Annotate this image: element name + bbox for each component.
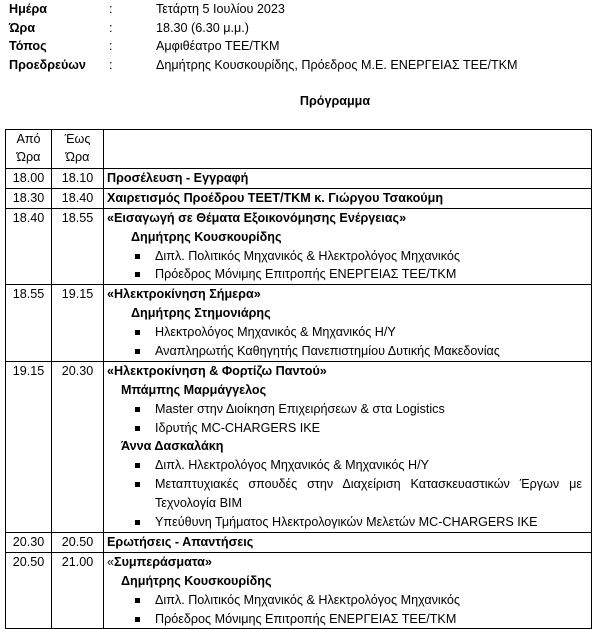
info-row-time <box>9 19 584 38</box>
event-info <box>9 0 584 74</box>
time-text: 18.30 <box>12 190 45 205</box>
speaker-credential: Υπεύθυνη Τμήματος Ηλεκτρολογικών Μελετών MC-CHARGERS IKE <box>107 513 588 532</box>
quote-open: « <box>107 554 115 569</box>
cell-to <box>52 361 104 532</box>
session-title <box>107 553 588 572</box>
cell-topic <box>104 361 592 532</box>
header-text: Από <box>16 132 41 146</box>
info-value: Τετάρτη 5 Ιουλίου 2023 <box>156 2 285 17</box>
speaker-name: Δημήτρης Στημονιάρης <box>131 306 271 321</box>
info-value: 18.30 (6.30 μ.μ.) <box>156 20 249 35</box>
info-colon: : <box>109 2 113 17</box>
table-row <box>6 532 592 552</box>
time-text: 18.40 <box>12 210 45 225</box>
time-text: 20.50 <box>12 554 45 569</box>
program-title: Πρόγραμμα <box>299 94 371 108</box>
cell-from <box>6 188 52 208</box>
info-row-day <box>9 0 584 19</box>
time-text: 19.15 <box>12 363 45 378</box>
table-row <box>6 552 592 629</box>
cell-from <box>6 361 52 532</box>
cell-topic <box>104 188 592 208</box>
info-label: Τόπος <box>9 39 47 54</box>
info-colon: : <box>109 39 113 54</box>
session-title: Ερωτήσεις - Απαντήσεις <box>107 534 254 549</box>
header-topic <box>104 130 592 169</box>
cell-to <box>52 285 104 362</box>
time-text: 18.10 <box>61 171 94 185</box>
header-from <box>6 130 52 169</box>
cell-from <box>6 285 52 362</box>
cell-topic <box>104 285 592 362</box>
cell-to <box>52 169 104 189</box>
time-text: 18.55 <box>61 210 94 225</box>
cell-to <box>52 552 104 629</box>
speaker-credential: Πρόεδρος Μόνιμης Επιτροπής ΕΝΕΡΓΕΙΑΣ ΤΕΕ/ΤΚΜ <box>107 610 588 629</box>
cell-topic <box>104 169 592 189</box>
session-title: «Ηλεκτροκίνηση & Φορτίζω Παντού» <box>107 363 327 378</box>
cell-topic <box>104 532 592 552</box>
header-text: Έως <box>64 132 91 146</box>
session-title: «Εισαγωγή σε Θέματα Εξοικονόμησης Ενέργειας» <box>107 210 407 225</box>
cell-to <box>52 208 104 285</box>
speaker-name: Άννα Δασκαλάκη <box>121 439 224 454</box>
table-row <box>6 285 592 362</box>
table-row <box>6 361 592 532</box>
info-row-chair <box>9 56 584 75</box>
cell-topic <box>104 552 592 629</box>
cell-topic <box>104 208 592 285</box>
speaker-name: Μπάμπης Μαρμάγγελος <box>121 382 267 397</box>
speaker-credential: Ιδρυτής MC-CHARGERS IKE <box>107 419 588 438</box>
time-text: 20.50 <box>61 534 94 549</box>
table-row <box>6 169 592 189</box>
time-text: 20.30 <box>12 534 45 549</box>
quote-close: » <box>204 554 212 569</box>
info-row-place <box>9 37 584 56</box>
speaker-name: Δημήτρης Κουσκουρίδης <box>121 573 272 588</box>
time-text: 18.55 <box>12 287 45 302</box>
speaker-credential: Διπλ. Πολιτικός Μηχανικός & Ηλεκτρολόγος Μηχανικός <box>107 591 588 610</box>
header-to <box>52 130 104 169</box>
session-title: Χαιρετισμός Προέδρου ΤΕΕΤ/ΤΚΜ κ. Γιώργου Τσακούμη <box>107 190 444 205</box>
speaker-credential: Διπλ. Ηλεκτρολόγος Μηχανικός & Μηχανικός Η/Υ <box>107 456 588 475</box>
table-row <box>6 188 592 208</box>
cell-to <box>52 532 104 552</box>
time-text: 21.00 <box>61 554 94 569</box>
time-text: 20.30 <box>61 363 94 378</box>
info-value: Δημήτρης Κουσκουρίδης, Πρόεδρος Μ.Ε. ΕΝΕΡΓΕΙΑΣ ΤΕΕ/ΤΚΜ <box>156 57 518 72</box>
program-table <box>5 129 592 629</box>
speaker-credential: Ηλεκτρολόγος Μηχανικός & Μηχανικός Η/Υ <box>107 323 588 342</box>
time-text: 18.00 <box>12 171 45 185</box>
session-title-main: Συμπεράσματα <box>114 554 205 569</box>
header-text: Ώρα <box>65 150 90 164</box>
info-label: Ημέρα <box>9 2 48 17</box>
info-colon: : <box>109 20 113 35</box>
cell-to <box>52 188 104 208</box>
info-label: Ώρα <box>9 20 36 35</box>
header-text: Ώρα <box>16 150 41 164</box>
cell-from <box>6 532 52 552</box>
info-value: Αμφιθέατρο ΤΕΕ/ΤΚΜ <box>156 39 280 54</box>
speaker-credential: Master στην Διοίκηση Επιχειρήσεων & στα Logistics <box>107 400 588 419</box>
table-row <box>6 208 592 285</box>
cell-from <box>6 169 52 189</box>
speaker-credential: Μεταπτυχιακές σπουδές στην Διαχείριση Κατασκευαστικών Έργων με Τεχνολογία BIM <box>107 475 588 513</box>
session-title: «Ηλεκτροκίνηση Σήμερα» <box>107 287 261 302</box>
cell-from <box>6 552 52 629</box>
speaker-credential: Πρόεδρος Μόνιμης Επιτροπής ΕΝΕΡΓΕΙΑΣ ΤΕΕ/ΤΚΜ <box>107 265 588 284</box>
session-title: Προσέλευση - Εγγραφή <box>107 171 249 185</box>
speaker-credential: Διπλ. Πολιτικός Μηχανικός & Ηλεκτρολόγος Μηχανικός <box>107 247 588 266</box>
speaker-credential: Αναπληρωτής Καθηγητής Πανεπιστημίου Δυτικής Μακεδονίας <box>107 342 588 361</box>
info-colon: : <box>109 57 113 72</box>
cell-from <box>6 208 52 285</box>
table-header-row <box>6 130 592 169</box>
info-label: Προεδρεύων <box>9 57 86 72</box>
time-text: 18.40 <box>61 190 94 205</box>
speaker-name: Δημήτρης Κουσκουρίδης <box>131 229 282 244</box>
time-text: 19.15 <box>61 287 94 302</box>
